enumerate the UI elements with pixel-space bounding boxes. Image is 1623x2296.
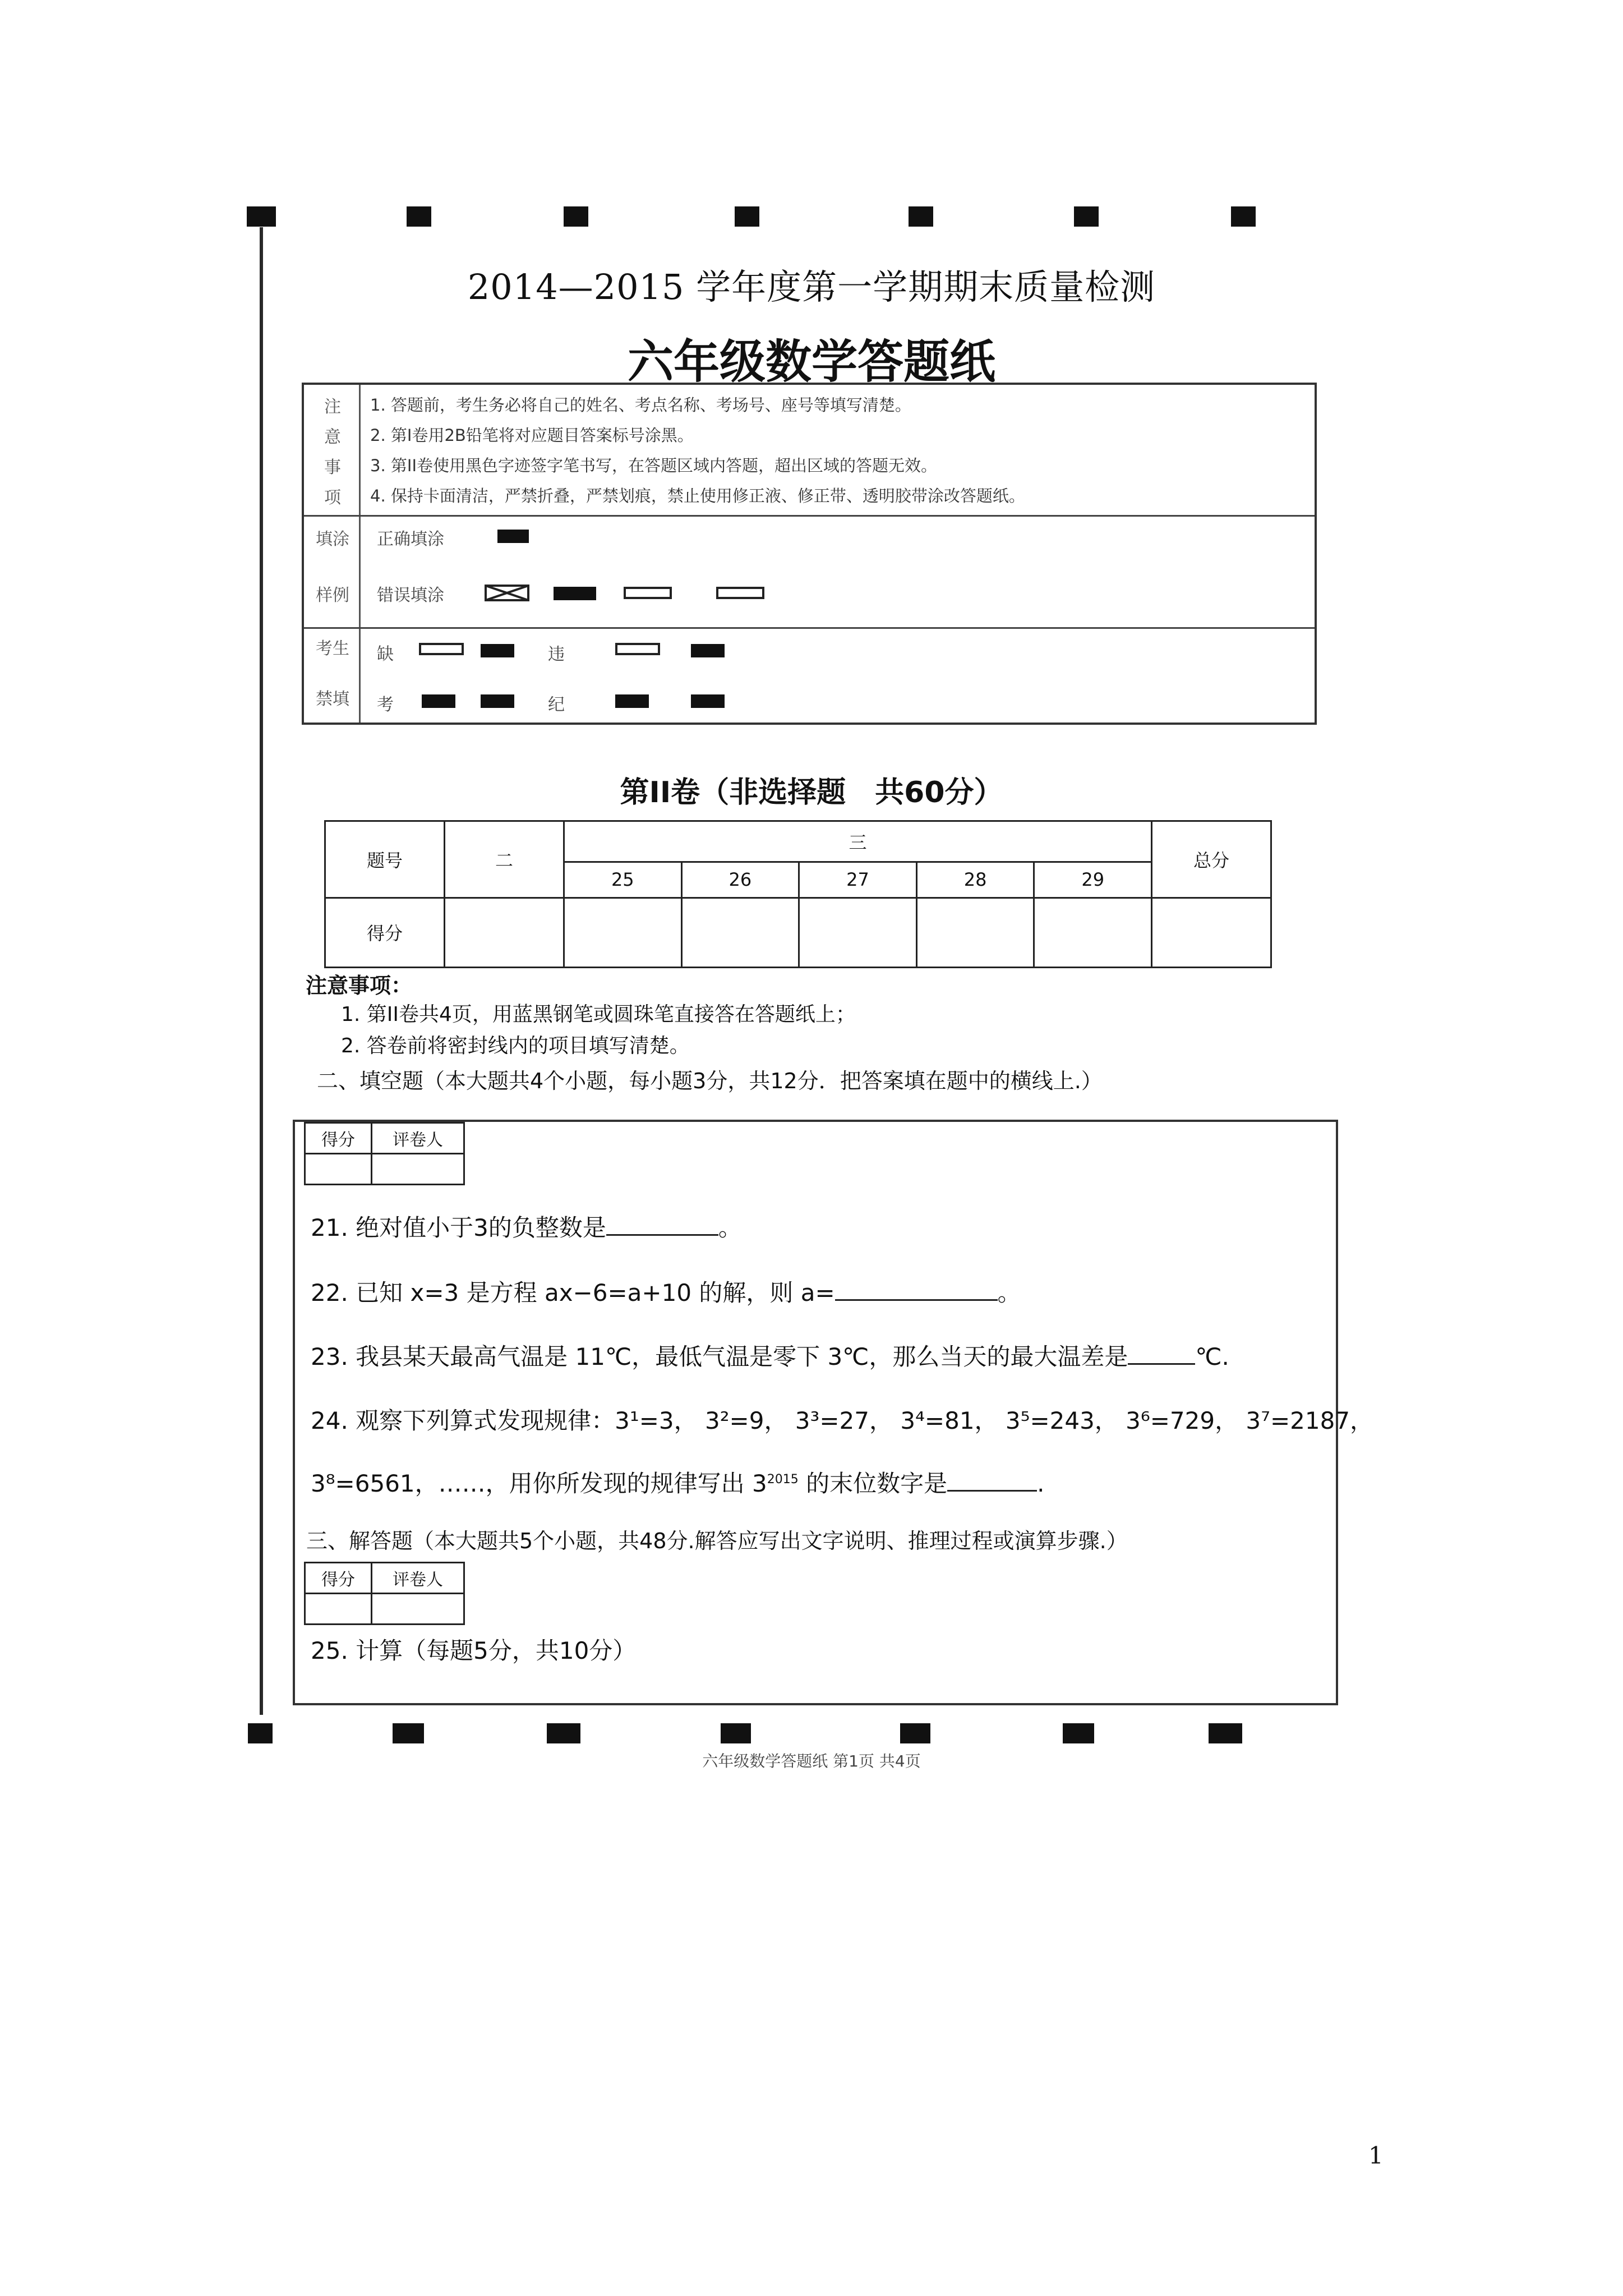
question-25: 25. 计算（每题5分，共10分） <box>311 1637 637 1664</box>
grade-score-cell[interactable] <box>305 1594 372 1625</box>
score-cell[interactable] <box>1152 898 1271 967</box>
instruction-line: 1. 答题前，考生务必将自己的姓名、考点名称、考场号、座号等填写清楚。 <box>370 395 911 415</box>
wrong-fill-sample <box>624 587 672 599</box>
violation-mark <box>691 644 725 657</box>
side-label: 项 <box>324 488 341 508</box>
attention-item: 2. 答卷前将密封线内的项目填写清楚。 <box>341 1034 690 1057</box>
section-heading: 第II卷（非选择题 共60分） <box>620 776 1003 809</box>
score-cell[interactable] <box>681 898 799 967</box>
exam-mark <box>481 694 514 708</box>
grade-grader-cell[interactable] <box>372 1154 464 1185</box>
violation-box <box>615 643 660 655</box>
side-label: 意 <box>324 427 341 447</box>
side-label: 禁填 <box>316 689 349 709</box>
instruction-line: 4. 保持卡面清洁，严禁折叠，严禁划痕，禁止使用修正液、修正带、透明胶带涂改答题纸。 <box>370 486 1025 505</box>
grade-box <box>304 1122 465 1185</box>
binding-line <box>260 227 263 1715</box>
alignment-mark <box>721 1723 751 1743</box>
column-divider <box>359 385 361 723</box>
exam-mark <box>422 694 455 708</box>
question-24: 24. 观察下列算式发现规律：3¹=3， 3²=9， 3³=27， 3⁴=81， 3⁵=243， 3⁶=729， 3⁷=2187， <box>311 1407 1374 1434</box>
question-21: 21. 绝对值小于3的负整数是 。 <box>311 1214 742 1241</box>
side-label: 填涂 <box>316 530 349 549</box>
col-part-2: 二 <box>445 821 564 898</box>
divider <box>304 515 1315 517</box>
question-23: 23. 我县某天最高气温是 11℃，最低气温是零下 3℃，那么当天的最大温差是 ℃. <box>311 1343 1229 1370</box>
part2-heading: 二、填空题（本大题共4个小题，每小题3分，共12分．把答案填在题中的横线上.） <box>317 1069 1103 1093</box>
wrong-fill-sample <box>716 587 764 599</box>
alignment-mark <box>248 1723 273 1743</box>
discipline-mark <box>691 694 725 708</box>
wrong-fill-sample <box>554 587 596 600</box>
alignment-mark <box>247 206 276 227</box>
instruction-line: 2. 第I卷用2B铅笔将对应题目答案标号涂黑。 <box>370 426 694 445</box>
page-footer: 六年级数学答题纸 第1页 共4页 <box>702 1752 921 1770</box>
page-number: 1 <box>1368 2142 1384 2169</box>
instruction-line: 3. 第II卷使用黑色字迹签字笔书写，在答题区域内答题，超出区域的答题无效。 <box>370 456 937 475</box>
attention-item: 1. 第II卷共4页，用蓝黑钢笔或圆珠笔直接答在答题纸上； <box>341 1003 856 1026</box>
grade-score-cell[interactable] <box>305 1154 372 1185</box>
grade-score-label: 得分 <box>305 1123 372 1154</box>
answer-blank[interactable] <box>1128 1344 1195 1365</box>
side-label: 注 <box>324 397 341 417</box>
row-label: 得分 <box>325 898 445 967</box>
side-label: 样例 <box>316 586 349 605</box>
questions-box <box>293 1120 1374 1705</box>
answer-blank[interactable] <box>835 1280 998 1301</box>
absent-label: 缺 <box>377 645 394 664</box>
question-22: 22. 已知 x=3 是方程 ax−6=a+10 的解，则 a= 。 <box>311 1279 1021 1306</box>
exam-label: 考 <box>377 695 394 715</box>
col-q26: 26 <box>681 862 799 898</box>
question-24-cont: 3⁸=6561，……，用你所发现的规律写出 $3^{2015}$ 的末位数字是 . <box>311 1470 1045 1497</box>
col-total: 总分 <box>1152 821 1271 898</box>
grade-grader-label: 评卷人 <box>372 1563 464 1594</box>
violation-label: 违 <box>548 645 565 664</box>
col-q25: 25 <box>564 862 682 898</box>
attention-title: 注意事项： <box>306 973 413 998</box>
alignment-mark <box>735 206 759 227</box>
discipline-label: 纪 <box>548 695 565 715</box>
alignment-mark <box>1209 1723 1242 1743</box>
col-q29: 29 <box>1034 862 1152 898</box>
part3-heading: 三、解答题（本大题共5个小题，共48分.解答应写出文字说明、推理过程或演算步骤.） <box>306 1529 1128 1553</box>
score-cell[interactable] <box>564 898 682 967</box>
alignment-mark <box>1063 1723 1094 1743</box>
answer-blank[interactable] <box>606 1215 718 1236</box>
absent-mark <box>481 644 514 657</box>
alignment-mark <box>564 206 588 227</box>
score-cell[interactable] <box>799 898 917 967</box>
score-cell[interactable] <box>1034 898 1152 967</box>
alignment-mark <box>393 1723 424 1743</box>
correct-fill-label: 正确填涂 <box>377 530 444 549</box>
score-cell[interactable] <box>445 898 564 967</box>
instructions-box <box>302 383 1317 725</box>
row-label: 题号 <box>325 821 445 898</box>
alignment-mark <box>900 1723 930 1743</box>
answer-sheet-title: 六年级数学答题纸 <box>627 335 995 389</box>
side-label: 考生 <box>316 639 349 659</box>
wrong-fill-label: 错误填涂 <box>377 586 444 605</box>
score-cell[interactable] <box>916 898 1034 967</box>
alignment-mark <box>547 1723 580 1743</box>
side-label: 事 <box>324 458 341 477</box>
grade-grader-label: 评卷人 <box>372 1123 464 1154</box>
correct-fill-sample <box>497 530 529 543</box>
grade-grader-cell[interactable] <box>372 1594 464 1625</box>
answer-blank[interactable] <box>947 1471 1037 1492</box>
alignment-mark <box>909 206 933 227</box>
alignment-mark <box>1074 206 1099 227</box>
grade-box <box>304 1562 465 1625</box>
exam-title: 2014—2015 学年度第一学期期末质量检测 <box>467 266 1156 307</box>
alignment-mark <box>1231 206 1256 227</box>
score-table <box>324 820 1272 968</box>
discipline-mark <box>615 694 649 708</box>
col-q27: 27 <box>799 862 917 898</box>
grade-score-label: 得分 <box>305 1563 372 1594</box>
divider <box>304 627 1315 629</box>
absent-box <box>419 643 464 655</box>
col-q28: 28 <box>916 862 1034 898</box>
col-part-3: 三 <box>564 821 1152 862</box>
alignment-mark <box>407 206 431 227</box>
wrong-fill-cross-sample <box>485 585 529 601</box>
